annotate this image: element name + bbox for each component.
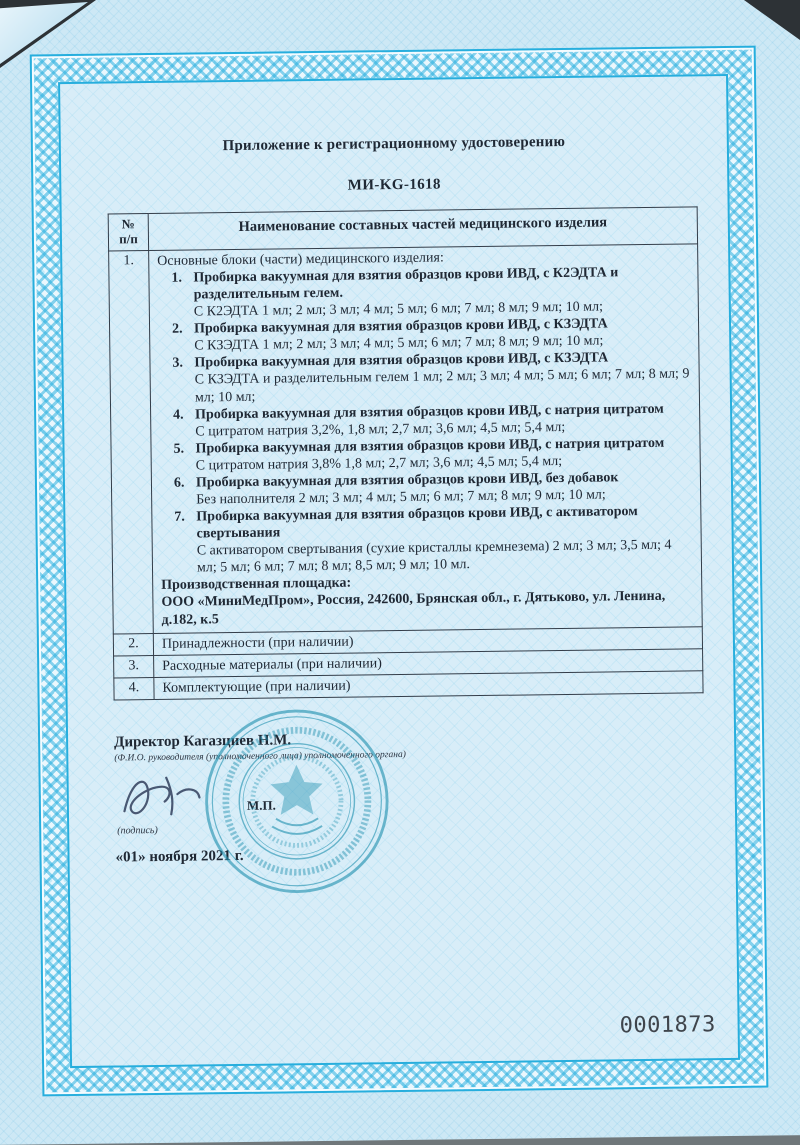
item-title: Пробирка вакуумная для взятия образцов крови ИВД, с натрия цитратом: [195, 435, 665, 457]
row-number: 2.: [113, 633, 153, 656]
item-number: 4.: [173, 407, 184, 423]
decorative-border: [30, 46, 769, 1097]
production-site-label: Производственная площадка:: [161, 575, 352, 594]
production-site-address: ООО «МиниМедПром», Россия, 242600, Брянская обл., г. Дятьково, ул. Ленина, д.182, к.5: [161, 589, 666, 628]
signature-caption: (подпись): [117, 824, 158, 837]
signature-area: [114, 756, 735, 850]
header-name: Наименование составных частей медицинского изделия: [148, 207, 697, 251]
doc-number: МИ-KG-1618: [347, 176, 442, 194]
consumables-label: Расходные материалы (при наличии): [154, 648, 703, 677]
row-number: 4.: [114, 677, 154, 700]
item-number: 7.: [174, 509, 185, 525]
kit-parts-label: Комплектующие (при наличии): [154, 671, 703, 700]
item-title: Пробирка вакуумная для взятия образцов крови ИВД, с К2ЭДТА и разделительным гелем.: [193, 265, 619, 303]
mp-label: М.П.: [246, 797, 276, 813]
item-title: Пробирка вакуумная для взятия образцов крови ИВД, с КЗЭДТА: [193, 316, 608, 337]
item-detail: С КЗЭДТА 1 мл; 2 мл; 3 мл; 4 мл; 5 мл; 6 мл; 7 мл; 8 мл; 9 мл; 10 мл;: [194, 333, 604, 354]
item-detail: С цитратом натрия 3,8% 1,8 мл; 2,7 мл; 3,6 мл; 4,5 мл; 5,4 мл;: [195, 453, 563, 474]
director-name: Директор Кагазциев Н.М.: [114, 732, 292, 751]
issue-date: «01» ноября 2021 г.: [115, 847, 244, 866]
item-detail: С КЗЭДТА и разделительным гелем 1 мл; 2 мл; 3 мл; 4 мл; 5 мл; 6 мл; 7 мл; 8 мл; 9 мл; 10 мл;: [194, 366, 690, 405]
serial-number: 0001873: [619, 1012, 716, 1039]
header-num-top: №: [121, 216, 135, 232]
component-item: [160, 502, 693, 577]
item-number: 2.: [171, 321, 183, 337]
component-item: [158, 349, 691, 407]
main-components-cell: [149, 244, 703, 633]
item-title: Пробирка вакуумная для взятия образцов крови ИВД, с активатором свертывания: [196, 504, 638, 542]
header-num-bottom: п/п: [119, 231, 138, 247]
item-number: 3.: [172, 355, 184, 372]
component-item: [157, 263, 690, 321]
item-detail: Без наполнителя 2 мл; 3 мл; 4 мл; 5 мл; 6 мл; 7 мл; 8 мл; 9 мл; 10 мл;: [196, 487, 606, 508]
item-title: Пробирка вакуумная для взятия образцов крови ИВД, с КЗЭДТА: [194, 350, 609, 371]
item-title: Пробирка вакуумная для взятия образцов крови ИВД, без добавок: [195, 470, 619, 491]
item-number: 1.: [171, 270, 183, 286]
components-intro: Основные блоки (части) медицинского изделия:: [157, 250, 444, 269]
inner-sheet: [58, 74, 740, 1068]
official-role-note: (Ф.И.О. руководителя (уполномоченного лица) уполномоченного органа): [114, 749, 406, 764]
item-detail: С К2ЭДТА 1 мл; 2 мл; 3 мл; 4 мл; 5 мл; 6 мл; 7 мл; 8 мл; 9 мл; 10 мл;: [193, 299, 604, 320]
accessories-label: Принадлежности (при наличии): [153, 626, 702, 655]
row-number: 3.: [114, 655, 154, 678]
item-detail: С цитратом натрия 3,2%, 1,8 мл; 2,7 мл; 3,6 мл; 4,5 мл; 5,4 мл;: [195, 419, 566, 440]
round-stamp-icon: [200, 704, 394, 898]
header-num: [108, 214, 148, 251]
components-table: [108, 206, 704, 700]
doc-title: Приложение к регистрационному удостоверению: [222, 133, 566, 155]
main-components-row: [109, 244, 703, 634]
item-number: 6.: [173, 475, 185, 491]
item-title: Пробирка вакуумная для взятия образцов крови ИВД, с натрия цитратом: [195, 401, 664, 423]
row-number: 1.: [109, 250, 154, 633]
item-number: 5.: [173, 441, 185, 457]
item-detail: С активатором свертывания (сухие кристаллы кремнезема) 2 мл; 3 мл; 3,5 мл; 4 мл; 5 мл; 6 мл; 7 мл; 8 мл; 8,5 мл; 9 мл; 10 мл.: [196, 537, 672, 576]
